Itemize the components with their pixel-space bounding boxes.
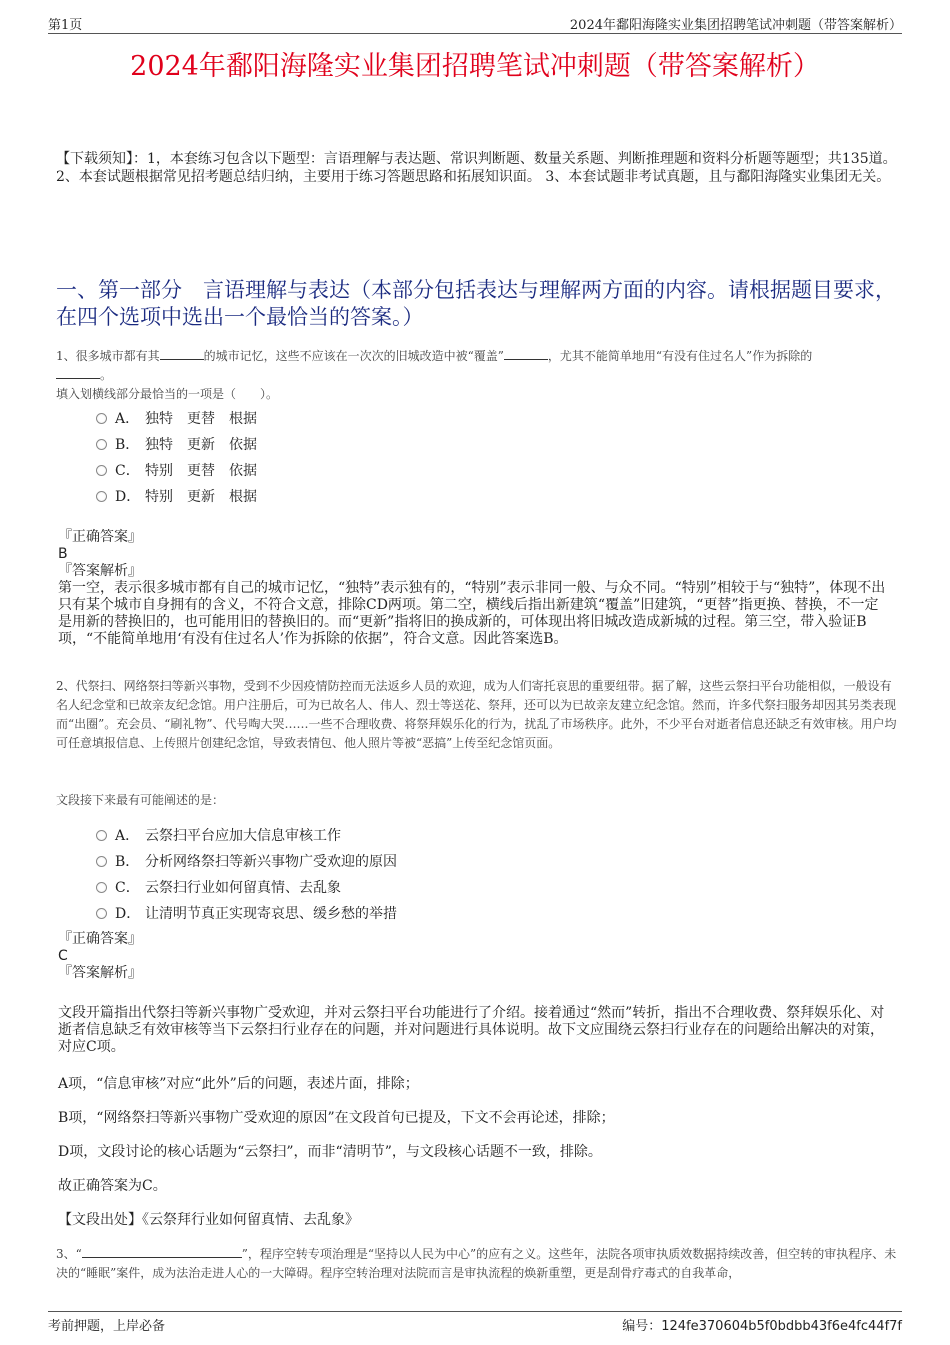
option-text: 云祭扫行业如何留真情、去乱象 xyxy=(145,880,341,896)
q3-stem xyxy=(56,1245,898,1283)
header-divider xyxy=(48,33,902,34)
q1-answer-label: 『正确答案』 xyxy=(58,529,142,545)
option-text: 特别 更替 依据 xyxy=(145,463,257,479)
q2-analysis-label: 『答案解析』 xyxy=(58,965,142,981)
q2-prompt: 文段接下来最有可能阐述的是： xyxy=(56,793,225,807)
radio-icon[interactable] xyxy=(96,413,107,424)
q2-answer-label: 『正确答案』 xyxy=(58,931,142,947)
q2-option-c[interactable] xyxy=(96,874,397,900)
q2-answer: C xyxy=(58,948,68,964)
footer-divider xyxy=(48,1311,902,1312)
q1-option-a[interactable] xyxy=(96,405,257,431)
q2-options xyxy=(96,822,397,926)
q1-blank-3 xyxy=(56,378,100,379)
radio-icon[interactable] xyxy=(96,908,107,919)
option-text: 独特 更替 根据 xyxy=(145,411,257,427)
option-text: 分析网络祭扫等新兴事物广受欢迎的原因 xyxy=(145,854,397,870)
q1-stem-part-b: 的城市记忆，这些不应该在一次次的旧城改造中被“覆盖” xyxy=(203,349,504,363)
option-letter: B． xyxy=(115,854,140,870)
option-text: 特别 更新 根据 xyxy=(145,489,257,505)
q2-option-b[interactable] xyxy=(96,848,397,874)
radio-icon[interactable] xyxy=(96,882,107,893)
q2-note-a: A项，“信息审核”对应“此外”后的问题，表述片面，排除； xyxy=(58,1076,419,1092)
option-letter: D． xyxy=(115,489,141,505)
q1-stem-part-a: 1、很多城市都有其 xyxy=(56,349,160,363)
q1-answer: B xyxy=(58,546,68,562)
q2-option-a[interactable] xyxy=(96,822,397,848)
q2-conclusion: 故正确答案为C。 xyxy=(58,1178,167,1194)
footer-code xyxy=(622,1315,902,1334)
option-letter: A． xyxy=(115,828,140,844)
header-doc-title: 2024年鄱阳海隆实业集团招聘笔试冲刺题（带答案解析） xyxy=(569,18,902,33)
footer-code-value: 124fe370604b5f0bdbb43f6e4fc44f7f xyxy=(661,1319,902,1334)
page-number: 第1页 xyxy=(48,18,83,33)
q1-option-b[interactable] xyxy=(96,431,257,457)
option-letter: D． xyxy=(115,906,141,922)
radio-icon[interactable] xyxy=(96,856,107,867)
radio-icon[interactable] xyxy=(96,491,107,502)
q3-stem-part-b: ”，程序空转专项治理是“坚持以人民为中心”的应有之义。这些年，法院各项审执质效数据持续改善，但空转的审执程序、未决的“睡眠”案件，成为法治走进人心的一大障碍。程序空转治理对法院而言是审执流程的焕新重塑，更是刮骨疗毒式的自我革命， xyxy=(56,1247,897,1280)
radio-icon[interactable] xyxy=(96,465,107,476)
q2-answer-block xyxy=(58,931,888,982)
q1-option-c[interactable] xyxy=(96,457,257,483)
q1-option-d[interactable] xyxy=(96,483,257,509)
option-text: 独特 更新 依据 xyxy=(145,437,257,453)
page-title: 2024年鄱阳海隆实业集团招聘笔试冲刺题（带答案解析） xyxy=(130,51,820,82)
q1-stem-part-c: ，尤其不能简单地用“有没有住过名人”作为拆除的 xyxy=(547,349,813,363)
q1-stem xyxy=(56,347,898,404)
footer-slogan: 考前押题，上岸必备 xyxy=(48,1319,166,1334)
q1-prompt: 填入划横线部分最恰当的一项是（ ）。 xyxy=(56,387,279,401)
q3-stem-part-a: 3、“ xyxy=(56,1247,82,1261)
radio-icon[interactable] xyxy=(96,439,107,450)
q1-answer-block xyxy=(58,529,888,648)
option-letter: C． xyxy=(115,463,140,479)
q3-blank xyxy=(82,1257,242,1258)
q1-analysis-label: 『答案解析』 xyxy=(58,563,142,579)
q2-note-d: D项，文段讨论的核心话题为“云祭扫”，而非“清明节”，与文段核心话题不一致，排除。 xyxy=(58,1144,602,1160)
option-text: 云祭扫平台应加大信息审核工作 xyxy=(145,828,341,844)
q1-blank-2 xyxy=(504,359,548,360)
option-text: 让清明节真正实现寄哀思、缓乡愁的举措 xyxy=(145,906,397,922)
section-heading: 一、第一部分 言语理解与表达（本部分包括表达与理解两方面的内容。请根据题目要求，在四个选项中选出一个最恰当的答案。） xyxy=(56,278,896,329)
q1-stem-part-d: 。 xyxy=(100,368,113,382)
option-letter: A． xyxy=(115,411,140,427)
radio-icon[interactable] xyxy=(96,830,107,841)
footer-code-label: 编号： xyxy=(622,1319,662,1334)
q1-options xyxy=(96,405,257,509)
q1-analysis: 第一空，表示很多城市都有自己的城市记忆，“独特”表示独有的，“特别”表示非同一般、与众不同。“特别”相较于与“独特”，体现不出只有某个城市自身拥有的含义，不符合文意，排除CD两项。第二空，横线后指出新建筑“覆盖”旧建筑，“更替”指更换、替换，不一定是用新的替换旧的，也可能用旧的替换旧的。而“更新”指将旧的换成新的，可体现出将旧城改造成新城的过程。第三空，带入验证B项，“不能简单地用‘有没有住过名人’作为拆除的依据”，符合文意。因此答案选B。 xyxy=(58,580,886,647)
option-letter: C． xyxy=(115,880,140,896)
q2-note-b: B项，“网络祭扫等新兴事物广受欢迎的原因”在文段首句已提及，下文不会再论述，排除； xyxy=(58,1110,615,1126)
download-notice: 【下载须知】：1，本套练习包含以下题型：言语理解与表达题、常识判断题、数量关系题、判断推理题和资料分析题等题型；共135道。 2、本套试题根据常见招考题总结归纳，主要用于练习答题思路和拓展知识面。 3、本套试题非考试真题，且与鄱阳海隆实业集团无关。 xyxy=(56,151,897,185)
q2-stem: 2、代祭扫、网络祭扫等新兴事物，受到不少因疫情防控而无法返乡人员的欢迎，成为人们寄托哀思的重要纽带。据了解，这些云祭扫平台功能相似，一般设有名人纪念堂和已故亲友纪念馆。用户注册后，可为已故名人、伟人、烈士等送花、祭拜，还可以为已故亲友建立纪念馆。然而，许多代祭扫服务却因其另类表现而“出圈”。充会员、“刷礼物”、代号啕大哭……一些不合理收费、将祭拜娱乐化的行为，扰乱了市场秩序。此外，不少平台对逝者信息还缺乏有效审核。用户均可任意填报信息、上传照片创建纪念馆，导致表情包、他人照片等被“恶搞”上传至纪念馆页面。 xyxy=(56,679,897,750)
q2-analysis: 文段开篇指出代祭扫等新兴事物广受欢迎，并对云祭扫平台功能进行了介绍。接着通过“然而”转折，指出不合理收费、祭拜娱乐化、对逝者信息缺乏有效审核等当下云祭扫行业存在的问题，并对问题进行具体说明。故下文应围绕云祭扫行业存在的问题给出解决的对策，对应C项。 xyxy=(58,1005,885,1055)
option-letter: B． xyxy=(115,437,140,453)
q1-blank-1 xyxy=(160,359,204,360)
q2-option-d[interactable] xyxy=(96,900,397,926)
q2-source: 【文段出处】《云祭拜行业如何留真情、去乱象》 xyxy=(58,1212,359,1228)
